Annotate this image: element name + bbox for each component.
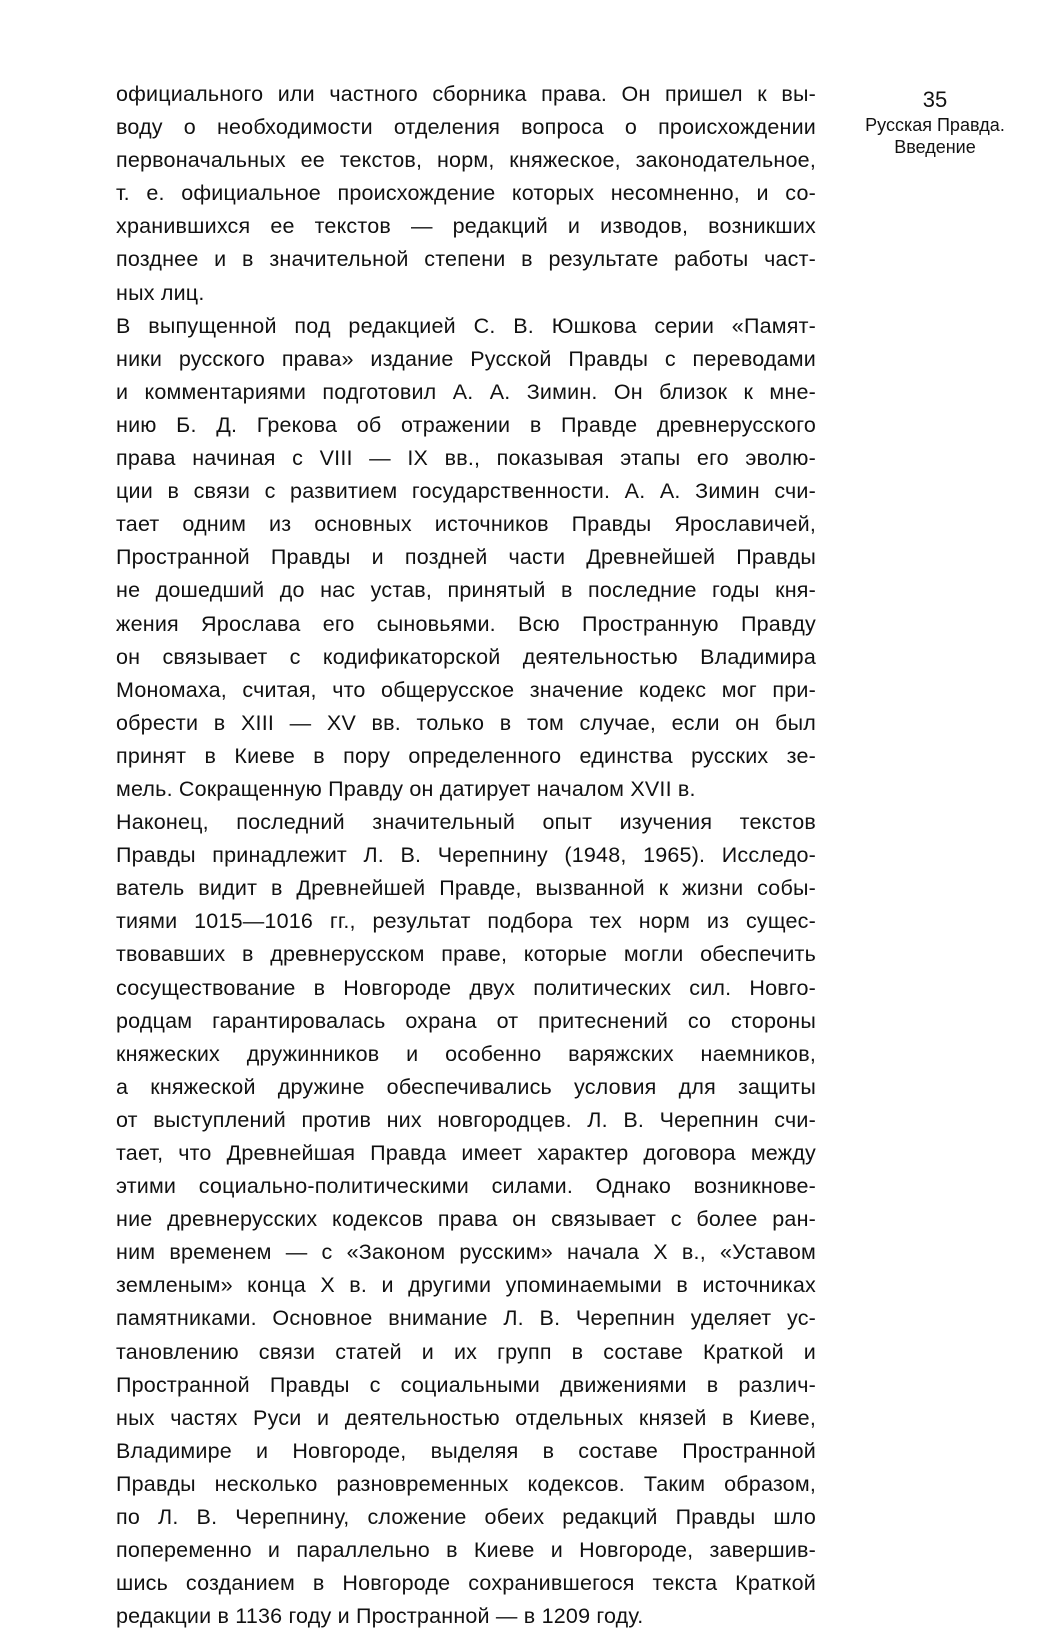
paragraph-start-line: Наконец, последний значительный опыт изучения текстов [116,810,816,835]
text-line: т. е. официальное происхождение которых несомненно, и со- [116,181,816,206]
paragraph-start-line: В выпущенной под редакцией С. В. Юшкова серии «Памят- [116,313,816,338]
text-line: Пространной Правды и поздней части Древнейшей Правды [116,545,816,570]
text-line: обрести в XIII — XV вв. только в том случае, если он был [116,710,816,735]
text-line: твовавших в древнерусском праве, которые могли обеспечить [116,942,816,967]
running-subtitle: Введение [894,137,976,157]
text-line: и комментариями подготовил А. А. Зимин. Он близок к мне- [116,379,816,404]
text-line: хранившихся ее текстов — редакций и изводов, возникших [116,214,816,239]
text-line: Правды несколько разновременных кодексов. Таким образом, [116,1471,816,1496]
text-line: ции в связи с развитием государственности. А. А. Зимин счи- [116,479,816,504]
text-line: нию Б. Д. Грекова об отражении в Правде древнерусского [116,412,816,437]
text-line: позднее и в значительной степени в результате работы част- [116,247,816,272]
text-line: княжеских дружинников и особенно варяжских наемников, [116,1041,816,1066]
text-line: попеременно и параллельно в Киеве и Новгороде, завершив- [116,1538,816,1563]
text-line: шись созданием в Новгороде сохранившегося текста Краткой [116,1571,816,1596]
text-line: Пространной Правды с социальными движениями в различ- [116,1372,816,1397]
text-line: тает, что Древнейшая Правда имеет характер договора между [116,1141,816,1165]
text-line: ние древнерусских кодексов права он связывает с более ран- [116,1207,816,1232]
text-line: от выступлений против них новгородцев. Л. В. Черепнин счи- [116,1107,816,1132]
text-line: этими социально-политическими силами. Однако возникнове- [116,1174,816,1199]
text-line: редакции в 1136 году и Пространной — в 1209 году. [116,1604,644,1629]
text-line: земленым» конца X в. и другими упоминаемыми в источниках [116,1273,816,1298]
text-line: памятниками. Основное внимание Л. В. Черепнин уделяет ус- [116,1306,816,1331]
body-text [116,78,816,1633]
text-line: родцам гарантировалась охрана от притеснений со стороны [116,1008,816,1033]
text-line: он связывает с кодификаторской деятельностью Владимира [116,644,816,669]
text-line: права начиная с VIII — IX вв., показывая этапы его эволю- [116,446,816,471]
text-line: ники русского права» издание Русской Правды с переводами [116,346,816,371]
text-line: тиями 1015—1016 гг., результат подбора тех норм из сущес- [116,909,816,934]
running-title: Русская Правда. [865,115,1005,135]
running-header [830,86,1040,158]
text-line: по Л. В. Черепнину, сложение обеих редакций Правды шло [116,1505,816,1530]
text-line: сосуществование в Новгороде двух политических сил. Новго- [116,975,816,1000]
text-line: воду о необходимости отделения вопроса о происхождении [116,115,816,140]
text-line: ных лиц. [116,280,205,305]
text-line: ных частях Руси и деятельностью отдельных князей в Киеве, [116,1405,816,1430]
text-line: мель. Сокращенную Правду он датирует началом XVII в. [116,776,696,801]
text-line: первоначальных ее текстов, норм, княжеское, законодательное, [116,148,816,173]
text-line: ватель видит в Древнейшей Правде, вызванной к жизни собы- [116,876,816,901]
text-line: Правды принадлежит Л. В. Черепнину (1948, 1965). Исследо- [116,843,816,868]
text-line: жения Ярослава его сыновьями. Всю Пространную Правду [116,611,816,636]
text-line: тает одним из основных источников Правды Ярославичей, [116,512,816,537]
text-line: тановлению связи статей и их групп в составе Краткой и [116,1339,816,1364]
text-line: принят в Киеве в пору определенного единства русских зе- [116,743,816,768]
text-line: не дошедший до нас устав, принятый в последние годы кня- [116,578,816,603]
text-line: Владимире и Новгороде, выделяя в составе Пространной [116,1438,816,1463]
text-line: Мономаха, считая, что общерусское значение кодекс мог при- [116,677,816,702]
text-line: а княжеской дружине обеспечивались условия для защиты [116,1074,816,1099]
page-number: 35 [922,87,948,112]
text-line: официального или частного сборника права. Он пришел к вы- [116,82,816,106]
text-line: ним временем — с «Законом русским» начала X в., «Уставом [116,1240,816,1265]
